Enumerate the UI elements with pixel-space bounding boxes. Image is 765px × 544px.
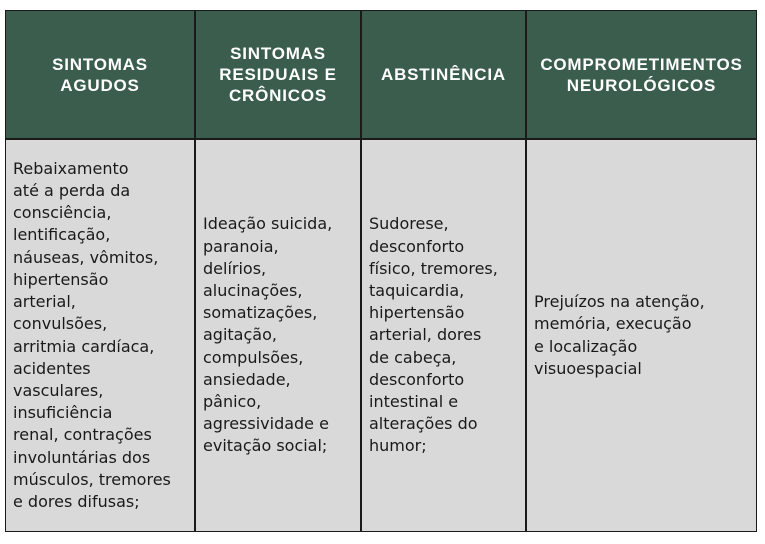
cell-comprometimentos-neurologicos	[526, 139, 757, 532]
header-comprometimentos-neurologicos: COMPROMETIMENTOS NEUROLÓGICOS	[526, 10, 757, 139]
cell-text: Ideação suicida, paranoia, delírios, alucinações, somatizações, agitação, compulsões, ansiedade, pânico, agressividade e evitação social;	[203, 214, 333, 456]
cell-text: Prejuízos na atenção, memória, execução e localização visuoespacial	[534, 292, 705, 378]
header-abstinencia: ABSTINÊNCIA	[361, 10, 526, 139]
header-sintomas-residuais-cronicos: SINTOMAS RESIDUAIS E CRÔNICOS	[195, 10, 361, 139]
cell-sintomas-agudos	[5, 139, 195, 532]
cell-abstinencia	[361, 139, 526, 532]
cell-text: Rebaixamento até a perda da consciência, lentificação, náuseas, vômitos, hipertensão arterial, convulsões, arritmia cardíaca, acidentes vasculares, insuficiência renal, contrações involuntárias dos músculos, tremores e dores difusas;	[13, 158, 171, 511]
symptoms-table	[5, 10, 757, 532]
cell-sintomas-residuais-cronicos	[195, 139, 361, 532]
cell-text: Sudorese, desconforto físico, tremores, taquicardia, hipertensão arterial, dores de cabeça, desconforto intestinal e alterações do humor;	[369, 214, 498, 456]
header-sintomas-agudos: SINTOMAS AGUDOS	[5, 10, 195, 139]
